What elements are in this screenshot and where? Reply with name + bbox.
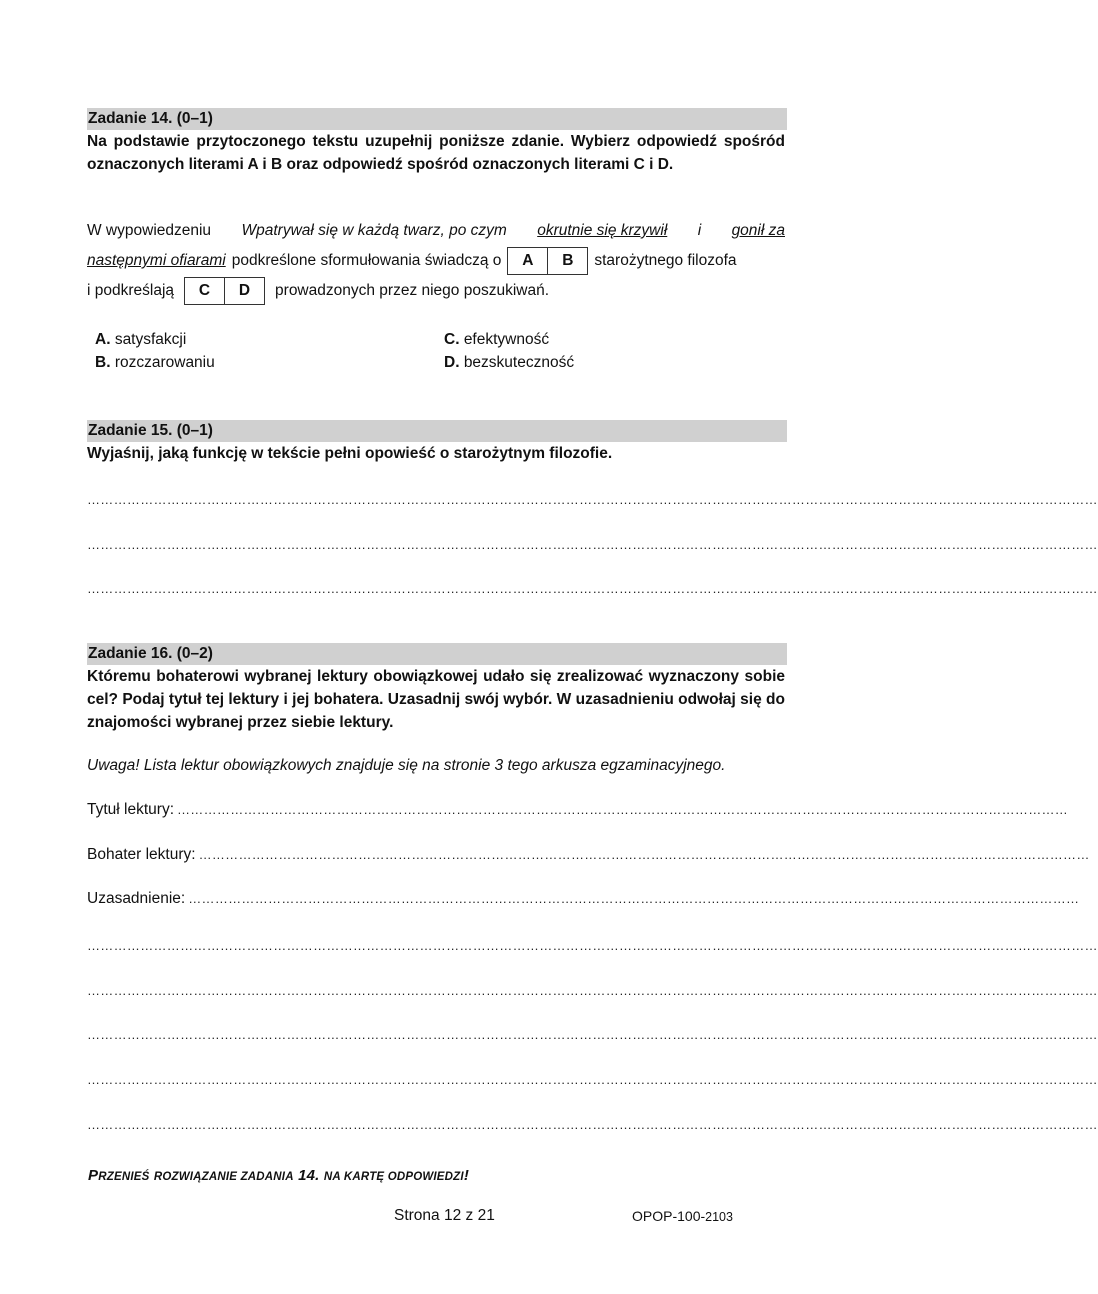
sentence-before-box2: i podkreślają — [87, 282, 175, 299]
option-d-letter: D. — [444, 354, 460, 371]
option-a — [95, 329, 186, 351]
task-16-answer-line-5[interactable]: ………………………………………………………………………………………………………………………………………………………………………………………………………… — [87, 1117, 1098, 1132]
task-16-answer-line-3[interactable]: ………………………………………………………………………………………………………………………………………………………………………………………………………… — [87, 1027, 1098, 1042]
hero-dots[interactable]: ………………………………………………………………………………………………………………………………………………………………………………… — [198, 847, 1090, 862]
sentence-intro: W wypowiedzeniu — [87, 222, 212, 239]
underlined-phrase-2a: gonił za — [731, 222, 785, 239]
option-c-text: efektywność — [463, 331, 550, 348]
task-16-note: Uwaga! Lista lektur obowiązkowych znajduje się na stronie 3 tego arkusza egzaminacyjnego. — [87, 757, 726, 774]
option-b-letter: B. — [95, 354, 111, 371]
task-16-answer-line-2[interactable]: ………………………………………………………………………………………………………………………………………………………………………………………………………… — [87, 983, 1098, 998]
exam-code-suffix: 2103 — [705, 1210, 733, 1224]
answer-box-ab[interactable] — [507, 247, 588, 275]
sentence-middle: podkreślone sformułowania świadczą o — [231, 252, 502, 269]
task-15-header: Zadanie 15. (0–1) — [87, 420, 787, 442]
box-option-b[interactable]: B — [547, 248, 587, 274]
option-a-letter: A. — [95, 331, 111, 348]
task-14-instruction: Na podstawie przytoczonego tekstu uzupełnij poniższe zdanie. Wybierz odpowiedź spośród oznaczonych literami A i B oraz odpowiedź spośród oznaczonych literami C i D. — [87, 133, 785, 173]
transfer-note: PRZENIEŚ ROZWIĄZANIE ZADANIA 14. NA KARTĘ ODPOWIEDZI! — [88, 1167, 470, 1184]
task-14-header: Zadanie 14. (0–1) — [87, 108, 787, 130]
title-dots[interactable]: ………………………………………………………………………………………………………………………………………………………………………………… — [177, 802, 1069, 817]
option-d — [444, 352, 574, 374]
box-option-c[interactable]: C — [198, 282, 211, 299]
justification-label: Uzasadnienie: — [87, 890, 186, 907]
task-16-instruction: Któremu bohaterowi wybranej lektury obowiązkowej udało się zrealizować wyznaczony sobie cel? Podaj tytuł tej lektury i jej bohatera. Uzasadnij swój wybór. W uzasadnieniu odwołaj się do znajomości wybranej przez siebie lektury. — [87, 668, 785, 731]
quote-conjunction: i — [697, 222, 702, 239]
task-16-answer-line-4[interactable]: ………………………………………………………………………………………………………………………………………………………………………………………………………… — [87, 1072, 1098, 1087]
option-d-text: bezskuteczność — [463, 354, 575, 371]
option-a-text: satysfakcji — [114, 331, 187, 348]
exam-code — [632, 1208, 733, 1224]
task-14-sentence — [87, 216, 785, 306]
underlined-phrase-2b: następnymi ofiarami — [87, 252, 226, 269]
sentence-line-2 — [87, 246, 785, 276]
task-15-answer-line-3[interactable]: ………………………………………………………………………………………………………………………………………………………………………………………………………… — [87, 581, 1098, 596]
option-b — [95, 352, 215, 374]
justification-field[interactable] — [87, 889, 1080, 909]
task-16-header: Zadanie 16. (0–2) — [87, 643, 787, 665]
option-c-letter: C. — [444, 331, 460, 348]
title-field[interactable] — [87, 800, 1069, 820]
page-number: Strona 12 z 21 — [394, 1207, 495, 1224]
sentence-end: prowadzonych przez niego poszukiwań. — [275, 282, 550, 299]
task-15-answer-line-2[interactable]: ………………………………………………………………………………………………………………………………………………………………………………………………………… — [87, 537, 1098, 552]
quote-part: Wpatrywał się w każdą twarz, po czym — [241, 222, 507, 239]
hero-label: Bohater lektury: — [87, 846, 196, 863]
box-option-a[interactable]: A — [522, 252, 534, 269]
sentence-line-1 — [87, 216, 785, 246]
title-label: Tytuł lektury: — [87, 801, 174, 818]
hero-field[interactable] — [87, 845, 1090, 865]
option-c — [444, 329, 549, 351]
task-15-answer-line-1[interactable]: ………………………………………………………………………………………………………………………………………………………………………………………………………… — [87, 492, 1098, 507]
sentence-after-box1: starożytnego filozofa — [594, 252, 737, 269]
answer-box-cd[interactable] — [184, 277, 265, 305]
task-16-answer-line-1[interactable]: ………………………………………………………………………………………………………………………………………………………………………………………………………… — [87, 938, 1098, 953]
justification-dots[interactable]: ………………………………………………………………………………………………………………………………………………………………………………… — [188, 891, 1080, 906]
task-15-instruction: Wyjaśnij, jaką funkcję w tekście pełni opowieść o starożytnym filozofie. — [87, 445, 613, 462]
exam-code-main: OPOP-100- — [632, 1208, 706, 1224]
sentence-line-3 — [87, 276, 785, 306]
option-b-text: rozczarowaniu — [114, 354, 215, 371]
box-option-d[interactable]: D — [224, 278, 264, 304]
underlined-phrase-1: okrutnie się krzywił — [537, 222, 668, 239]
